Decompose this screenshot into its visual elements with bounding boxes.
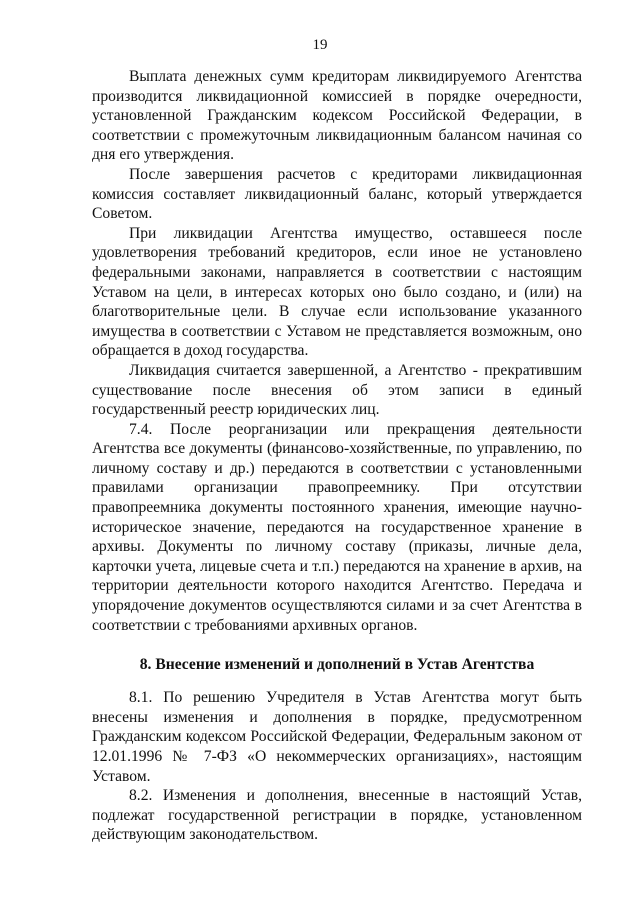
- paragraph-7-4-documents: 7.4. После реорганизации или прекращения деятельности Агентства все документы (финансово-хозяйственные, по управлению, по личному составу и др.) передаются в соответствии с установленными правилами организации правопреемнику. При отсутствии правопреемника документы постоянного хранения, имеющие научно-историческое значение, передаются на государственное хранение в архивы. Документы по личному составу (приказы, личные дела, карточки учета, лицевые счета и т.п.) передаются на хранение в архив, на территории деятельности которого находится Агентство. Передача и упорядочение документов осуществляются силами и за счет Агентства в соответствии с требованиями архивных органов.: [92, 420, 582, 634]
- paragraph-liquidation-completion: Ликвидация считается завершенной, а Агентство - прекратившим существование после внесения об этом записи в единый государственный реестр юридических лиц.: [92, 361, 582, 419]
- page-number: 19: [312, 37, 328, 53]
- document-body: [92, 67, 582, 845]
- section-8-heading: 8. Внесение изменений и дополнений в Устав Агентства: [139, 656, 535, 674]
- paragraph-remaining-property: При ликвидации Агентства имущество, оставшееся после удовлетворения требований кредиторов, если иное не установлено федеральными законами, направляется в соответствии с настоящим Уставом на цели, в интересах которых оно было создано, и (или) на благотворительные цели. В случае если использование указанного имущества в соответствии с Уставом не представляется возможным, оно обращается в доход государства.: [92, 224, 582, 360]
- paragraph-8-1: 8.1. По решению Учредителя в Устав Агентства могут быть внесены изменения и дополнения в порядке, предусмотренном Гражданским кодексом Российской Федерации, Федеральным законом от 12.01.1996 № 7-ФЗ «О некоммерческих организациях», настоящим Уставом.: [92, 689, 582, 785]
- paragraph-liquidation-payments: Выплата денежных сумм кредиторам ликвидируемого Агентства производится ликвидационной комиссией в порядке очередности, установленной Гражданским кодексом Российской Федерации, в соответствии с промежуточным ликвидационным балансом начиная со дня его утверждения.: [92, 68, 582, 164]
- paragraph-liquidation-balance: После завершения расчетов с кредиторами ликвидационная комиссия составляет ликвидационный баланс, который утверждается Советом.: [92, 165, 582, 223]
- paragraph-8-2: 8.2. Изменения и дополнения, внесенные в настоящий Устав, подлежат государственной регистрации в порядке, установленном действующим законодательством.: [92, 787, 582, 844]
